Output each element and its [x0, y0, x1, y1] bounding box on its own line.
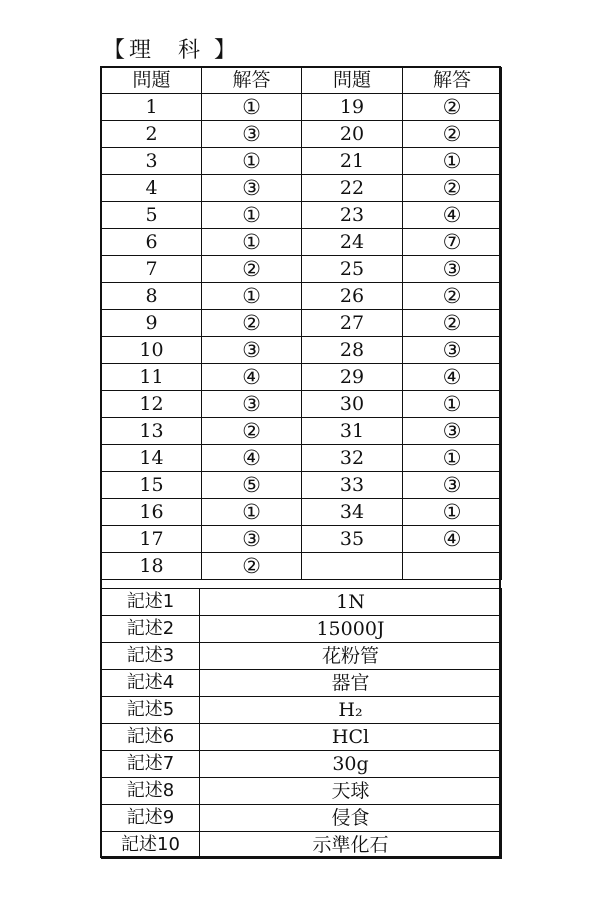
question-number: 20: [302, 121, 403, 148]
answer-choice: ③: [202, 526, 302, 553]
table-row: [102, 94, 502, 121]
question-number: 1: [102, 94, 202, 121]
header-question-2: 問題: [302, 68, 403, 94]
answer-table-header: [102, 68, 502, 94]
header-answer-1: 解答: [202, 68, 302, 94]
descriptive-answer: 花粉管: [200, 643, 502, 670]
question-number: 14: [102, 445, 202, 472]
descriptive-answer: 15000J: [200, 616, 502, 643]
descriptive-answer: 器官: [200, 670, 502, 697]
question-number: 29: [302, 364, 403, 391]
question-number: 12: [102, 391, 202, 418]
question-number: 4: [102, 175, 202, 202]
question-number: 35: [302, 526, 403, 553]
title-text: 理 科: [129, 38, 211, 63]
answer-choice: ④: [403, 364, 502, 391]
question-number: 26: [302, 283, 403, 310]
table-row: [102, 697, 502, 724]
descriptive-label: 記述4: [102, 670, 200, 697]
answer-choice: ③: [202, 121, 302, 148]
header-answer-2: 解答: [403, 68, 502, 94]
descriptive-label: 記述8: [102, 778, 200, 805]
descriptive-label: 記述2: [102, 616, 200, 643]
table-row: [102, 391, 502, 418]
answer-choice: ④: [403, 202, 502, 229]
answer-table: [101, 67, 502, 580]
question-number: 7: [102, 256, 202, 283]
table-row: [102, 526, 502, 553]
answer-choice: ④: [202, 445, 302, 472]
answer-choice: ②: [403, 283, 502, 310]
answer-choice: ②: [403, 121, 502, 148]
answer-choice: ①: [403, 499, 502, 526]
answer-choice: ③: [202, 391, 302, 418]
descriptive-answer: 30g: [200, 751, 502, 778]
question-number: 13: [102, 418, 202, 445]
answer-choice: ②: [202, 256, 302, 283]
table-row: [102, 643, 502, 670]
answer-choice: ①: [202, 229, 302, 256]
table-row: [102, 175, 502, 202]
table-row: [102, 832, 502, 859]
answer-table-body: [102, 94, 502, 580]
question-number: 3: [102, 148, 202, 175]
table-row: [102, 778, 502, 805]
descriptive-label: 記述6: [102, 724, 200, 751]
answer-choice: ①: [202, 94, 302, 121]
question-number: 10: [102, 337, 202, 364]
question-number: 21: [302, 148, 403, 175]
answer-choice: ①: [202, 202, 302, 229]
table-row: [102, 256, 502, 283]
question-number: 6: [102, 229, 202, 256]
question-number: 17: [102, 526, 202, 553]
title-close-bracket: 】: [214, 38, 237, 63]
table-row: [102, 202, 502, 229]
table-row: [102, 364, 502, 391]
question-number: 27: [302, 310, 403, 337]
question-number: 18: [102, 553, 202, 580]
question-number: 22: [302, 175, 403, 202]
table-row: [102, 121, 502, 148]
answer-choice: ①: [403, 391, 502, 418]
table-row: [102, 805, 502, 832]
question-number: 24: [302, 229, 403, 256]
answer-choice: ③: [403, 337, 502, 364]
answer-choice: ①: [202, 499, 302, 526]
header-question-1: 問題: [102, 68, 202, 94]
table-row: [102, 724, 502, 751]
question-number: 11: [102, 364, 202, 391]
descriptive-label: 記述3: [102, 643, 200, 670]
answer-choice: ④: [403, 526, 502, 553]
table-row: [102, 148, 502, 175]
table-row: [102, 472, 502, 499]
question-number: 25: [302, 256, 403, 283]
descriptive-answer: H₂: [200, 697, 502, 724]
table-row: [102, 589, 502, 616]
descriptive-answer: 天球: [200, 778, 502, 805]
table-row: [102, 499, 502, 526]
table-row: [102, 670, 502, 697]
table-row: [102, 553, 502, 580]
table-row: [102, 751, 502, 778]
question-number: 5: [102, 202, 202, 229]
answer-choice: [403, 553, 502, 580]
table-row: [102, 229, 502, 256]
answer-choice: ②: [403, 175, 502, 202]
question-number: 33: [302, 472, 403, 499]
descriptive-answer: 侵食: [200, 805, 502, 832]
descriptive-answer: HCl: [200, 724, 502, 751]
answer-choice: ①: [403, 445, 502, 472]
answer-choice: ②: [202, 553, 302, 580]
answer-choice: ②: [403, 310, 502, 337]
answer-choice: ④: [202, 364, 302, 391]
question-number: 8: [102, 283, 202, 310]
question-number: 16: [102, 499, 202, 526]
question-number: 30: [302, 391, 403, 418]
question-number: 32: [302, 445, 403, 472]
answer-choice: ③: [403, 418, 502, 445]
question-number: 9: [102, 310, 202, 337]
table-row: [102, 310, 502, 337]
question-number: 2: [102, 121, 202, 148]
question-number: 31: [302, 418, 403, 445]
answer-choice: ⑤: [202, 472, 302, 499]
answer-choice: ③: [202, 175, 302, 202]
descriptive-label: 記述7: [102, 751, 200, 778]
descriptive-answer: 1N: [200, 589, 502, 616]
answer-choice: ③: [403, 472, 502, 499]
question-number: 34: [302, 499, 403, 526]
table-row: [102, 283, 502, 310]
table-row: [102, 616, 502, 643]
answer-choice: ③: [403, 256, 502, 283]
answer-choice: ②: [403, 94, 502, 121]
descriptive-label: 記述1: [102, 589, 200, 616]
question-number: 23: [302, 202, 403, 229]
question-number: 28: [302, 337, 403, 364]
answer-choice: ①: [202, 283, 302, 310]
descriptive-label: 記述10: [102, 832, 200, 859]
answer-choice: ①: [202, 148, 302, 175]
descriptive-answer: 示準化石: [200, 832, 502, 859]
answer-choice: ⑦: [403, 229, 502, 256]
answer-choice: ②: [202, 310, 302, 337]
title-open-bracket: 【: [103, 38, 126, 63]
answer-choice: ③: [202, 337, 302, 364]
answer-choice: ②: [202, 418, 302, 445]
descriptive-label: 記述5: [102, 697, 200, 724]
table-row: [102, 445, 502, 472]
descriptive-table-body: [102, 589, 502, 859]
answer-choice: ①: [403, 148, 502, 175]
table-row: [102, 418, 502, 445]
table-row: [102, 337, 502, 364]
question-number: [302, 553, 403, 580]
section-title: [103, 36, 236, 66]
descriptive-table: [101, 588, 502, 859]
question-number: 15: [102, 472, 202, 499]
question-number: 19: [302, 94, 403, 121]
descriptive-label: 記述9: [102, 805, 200, 832]
